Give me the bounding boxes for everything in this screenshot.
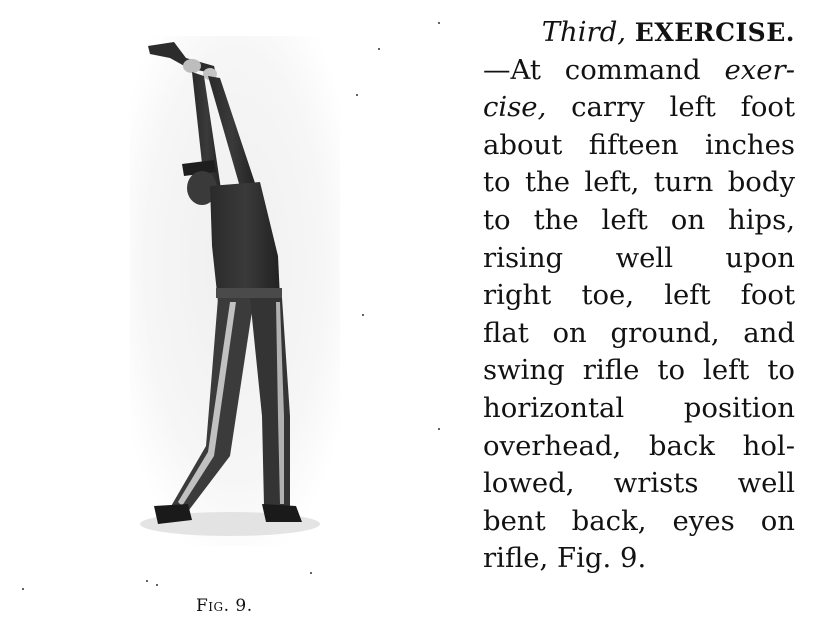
paragraph-line: —At command exer- xyxy=(483,53,795,86)
exercise-text xyxy=(483,14,795,578)
print-speck xyxy=(362,314,364,316)
paragraph-line: rifle, Fig. 9. xyxy=(483,542,647,575)
print-speck xyxy=(378,48,380,50)
paragraph-line: bent back, eyes on xyxy=(483,504,795,537)
paragraph-line: cise, carry left foot xyxy=(483,91,795,124)
paragraph-line: lowed, wrists well xyxy=(483,467,795,500)
print-speck xyxy=(146,580,148,582)
print-speck xyxy=(22,588,24,590)
print-speck xyxy=(356,94,358,96)
print-speck xyxy=(156,584,158,586)
paragraph-line: about fifteen inches xyxy=(483,128,795,161)
paragraph-line: rising well upon xyxy=(483,241,795,274)
heading-ordinal: Third, xyxy=(541,16,627,48)
figure-9-illustration xyxy=(130,36,340,546)
figure-caption: Fig. 9. xyxy=(196,596,253,616)
paragraph-line: to the left on hips, xyxy=(483,203,795,236)
heading-title: EXERCISE. xyxy=(634,18,795,47)
print-speck xyxy=(310,572,312,574)
paragraph-line: flat on ground, and xyxy=(483,316,795,349)
paragraph-line: right toe, left foot xyxy=(483,279,795,312)
paragraph-line: to the left, turn body xyxy=(483,166,795,199)
print-speck xyxy=(438,22,440,24)
paragraph-line: swing rifle to left to xyxy=(483,354,795,387)
print-speck xyxy=(438,428,440,430)
exercise-heading xyxy=(483,14,795,52)
paragraph-line: horizontal position xyxy=(483,391,795,424)
paragraph-line: overhead, back hol- xyxy=(483,429,795,462)
